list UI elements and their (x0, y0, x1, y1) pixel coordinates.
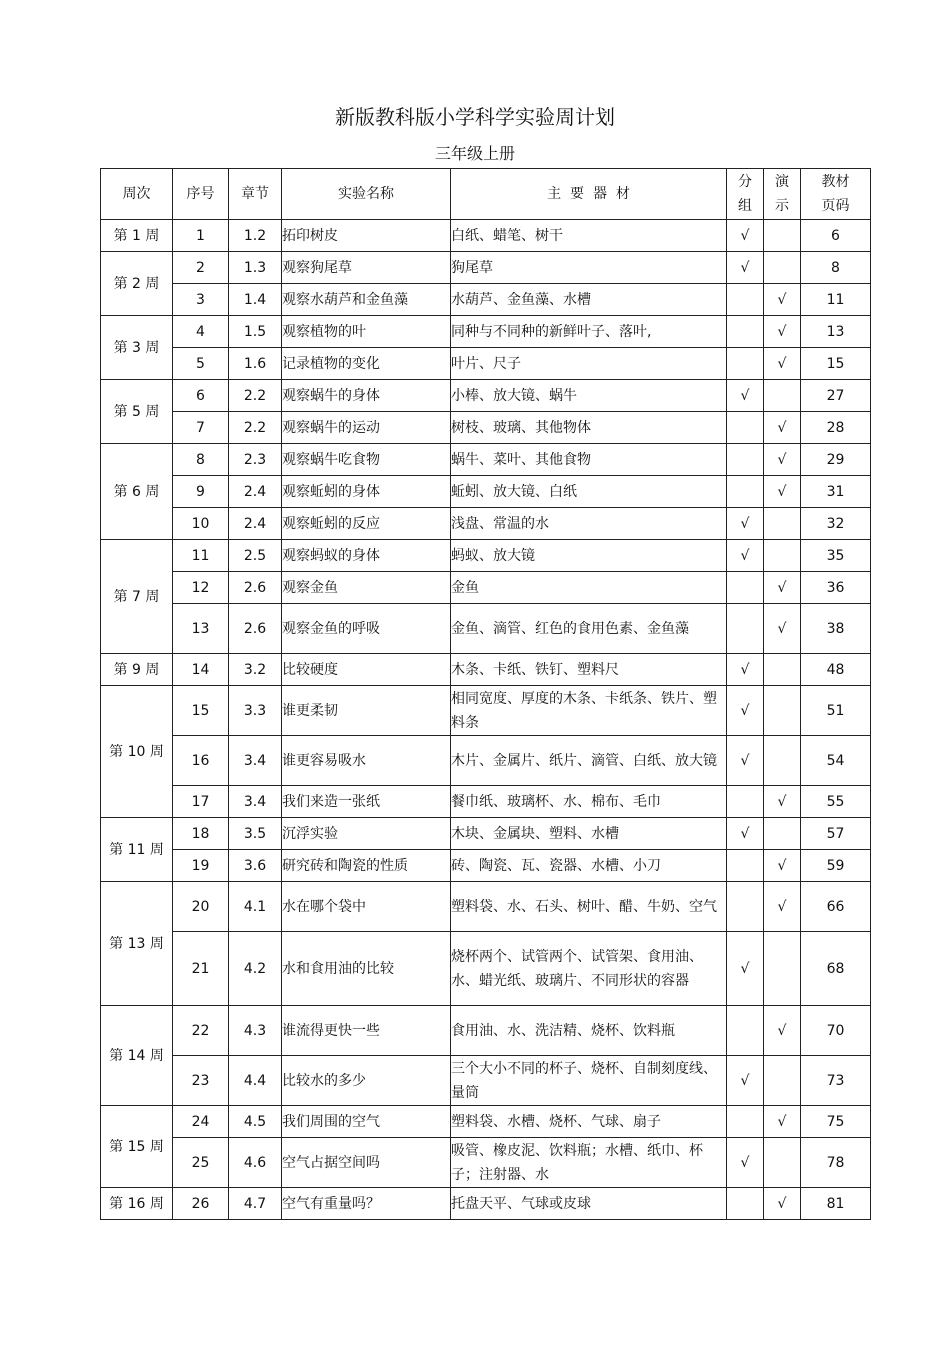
chapter-cell: 3.5 (229, 818, 282, 850)
no-cell: 26 (173, 1188, 229, 1220)
header-group-line2: 组 (738, 198, 752, 214)
no-cell: 17 (173, 786, 229, 818)
chapter-cell: 3.3 (229, 686, 282, 736)
demo-cell: √ (764, 572, 801, 604)
header-week: 周次 (101, 169, 173, 220)
name-cell: 记录植物的变化 (282, 348, 451, 380)
demo-cell (764, 1138, 801, 1188)
week-cell: 第 14 周 (101, 1006, 173, 1106)
materials-cell: 树枝、玻璃、其他物体 (451, 412, 727, 444)
table-row (101, 1056, 871, 1106)
materials-cell: 食用油、水、洗洁精、烧杯、饮料瓶 (451, 1006, 727, 1056)
header-group-line1: 分 (738, 174, 752, 190)
demo-cell (764, 220, 801, 252)
page-cell: 36 (801, 572, 871, 604)
demo-cell: √ (764, 412, 801, 444)
materials-cell: 吸管、橡皮泥、饮料瓶；水槽、纸巾、杯子；注射器、水 (451, 1138, 727, 1188)
demo-cell (764, 736, 801, 786)
table-row (101, 932, 871, 1006)
group-cell: √ (727, 818, 764, 850)
week-cell: 第 11 周 (101, 818, 173, 882)
page-cell: 68 (801, 932, 871, 1006)
materials-cell: 木片、金属片、纸片、滴管、白纸、放大镜 (451, 736, 727, 786)
name-cell: 比较水的多少 (282, 1056, 451, 1106)
materials-cell: 浅盘、常温的水 (451, 508, 727, 540)
page-cell: 8 (801, 252, 871, 284)
table-row (101, 252, 871, 284)
header-page-line1: 教材 (821, 174, 850, 190)
page-cell: 75 (801, 1106, 871, 1138)
page-cell: 48 (801, 654, 871, 686)
week-cell: 第 3 周 (101, 316, 173, 380)
week-cell: 第 16 周 (101, 1188, 173, 1220)
header-demo-line1: 演 (775, 174, 789, 190)
page-cell: 28 (801, 412, 871, 444)
header-name: 实验名称 (282, 169, 451, 220)
group-cell (727, 572, 764, 604)
name-cell: 观察水葫芦和金鱼藻 (282, 284, 451, 316)
table-row (101, 220, 871, 252)
chapter-cell: 2.2 (229, 380, 282, 412)
no-cell: 5 (173, 348, 229, 380)
chapter-cell: 1.6 (229, 348, 282, 380)
page-cell: 11 (801, 284, 871, 316)
chapter-cell: 4.6 (229, 1138, 282, 1188)
chapter-cell: 4.4 (229, 1056, 282, 1106)
materials-cell: 三个大小不同的杯子、烧杯、自制刻度线、量筒 (451, 1056, 727, 1106)
page-cell: 29 (801, 444, 871, 476)
no-cell: 8 (173, 444, 229, 476)
group-cell: √ (727, 654, 764, 686)
no-cell: 6 (173, 380, 229, 412)
chapter-cell: 1.5 (229, 316, 282, 348)
name-cell: 我们来造一张纸 (282, 786, 451, 818)
group-cell (727, 604, 764, 654)
header-row (101, 169, 871, 220)
name-cell: 观察蚯蚓的身体 (282, 476, 451, 508)
chapter-cell: 2.4 (229, 508, 282, 540)
page-cell: 81 (801, 1188, 871, 1220)
table-row (101, 786, 871, 818)
header-group (727, 169, 764, 220)
chapter-cell: 2.3 (229, 444, 282, 476)
no-cell: 1 (173, 220, 229, 252)
demo-cell: √ (764, 882, 801, 932)
no-cell: 23 (173, 1056, 229, 1106)
page-cell: 13 (801, 316, 871, 348)
group-cell: √ (727, 220, 764, 252)
group-cell (727, 1006, 764, 1056)
week-cell: 第 2 周 (101, 252, 173, 316)
page-cell: 66 (801, 882, 871, 932)
demo-cell (764, 818, 801, 850)
group-cell: √ (727, 932, 764, 1006)
no-cell: 24 (173, 1106, 229, 1138)
name-cell: 观察蚯蚓的反应 (282, 508, 451, 540)
page-cell: 32 (801, 508, 871, 540)
no-cell: 19 (173, 850, 229, 882)
chapter-cell: 2.4 (229, 476, 282, 508)
week-cell: 第 5 周 (101, 380, 173, 444)
chapter-cell: 3.4 (229, 786, 282, 818)
demo-cell: √ (764, 604, 801, 654)
table-row (101, 850, 871, 882)
group-cell (727, 444, 764, 476)
week-cell: 第 6 周 (101, 444, 173, 540)
materials-cell: 蜗牛、菜叶、其他食物 (451, 444, 727, 476)
group-cell (727, 476, 764, 508)
materials-cell: 金鱼 (451, 572, 727, 604)
materials-cell: 烧杯两个、试管两个、试管架、食用油、水、蜡光纸、玻璃片、不同形状的容器 (451, 932, 727, 1006)
table-row (101, 1188, 871, 1220)
materials-cell: 餐巾纸、玻璃杯、水、棉布、毛巾 (451, 786, 727, 818)
no-cell: 22 (173, 1006, 229, 1056)
table-row (101, 572, 871, 604)
group-cell: √ (727, 508, 764, 540)
demo-cell: √ (764, 348, 801, 380)
demo-cell (764, 380, 801, 412)
demo-cell: √ (764, 1106, 801, 1138)
page-cell: 59 (801, 850, 871, 882)
page-cell: 57 (801, 818, 871, 850)
materials-cell: 木块、金属块、塑料、水槽 (451, 818, 727, 850)
materials-cell: 塑料袋、水、石头、树叶、醋、牛奶、空气 (451, 882, 727, 932)
page-cell: 54 (801, 736, 871, 786)
materials-cell: 蚯蚓、放大镜、白纸 (451, 476, 727, 508)
name-cell: 空气有重量吗？ (282, 1188, 451, 1220)
table-row (101, 686, 871, 736)
name-cell: 观察金鱼的呼吸 (282, 604, 451, 654)
name-cell: 谁流得更快一些 (282, 1006, 451, 1056)
no-cell: 3 (173, 284, 229, 316)
name-cell: 研究砖和陶瓷的性质 (282, 850, 451, 882)
demo-cell (764, 932, 801, 1006)
week-cell: 第 15 周 (101, 1106, 173, 1188)
table-row (101, 348, 871, 380)
table-row (101, 736, 871, 786)
header-materials (451, 169, 727, 220)
materials-cell: 砖、陶瓷、瓦、瓷器、水槽、小刀 (451, 850, 727, 882)
materials-cell: 木条、卡纸、铁钉、塑料尺 (451, 654, 727, 686)
name-cell: 观察金鱼 (282, 572, 451, 604)
no-cell: 16 (173, 736, 229, 786)
chapter-cell: 3.4 (229, 736, 282, 786)
table-row (101, 444, 871, 476)
page-cell: 70 (801, 1006, 871, 1056)
name-cell: 水在哪个袋中 (282, 882, 451, 932)
chapter-cell: 2.6 (229, 572, 282, 604)
no-cell: 13 (173, 604, 229, 654)
name-cell: 水和食用油的比较 (282, 932, 451, 1006)
table-row (101, 1106, 871, 1138)
materials-cell: 小棒、放大镜、蜗牛 (451, 380, 727, 412)
week-cell: 第 7 周 (101, 540, 173, 654)
chapter-cell: 4.5 (229, 1106, 282, 1138)
demo-cell: √ (764, 1188, 801, 1220)
materials-cell: 水葫芦、金鱼藻、水槽 (451, 284, 727, 316)
no-cell: 25 (173, 1138, 229, 1188)
no-cell: 7 (173, 412, 229, 444)
demo-cell: √ (764, 476, 801, 508)
header-demo (764, 169, 801, 220)
chapter-cell: 4.2 (229, 932, 282, 1006)
demo-cell (764, 1056, 801, 1106)
demo-cell (764, 508, 801, 540)
page-title: 新版教科版小学科学实验周计划 (335, 105, 615, 129)
name-cell: 观察蜗牛的运动 (282, 412, 451, 444)
table-row (101, 316, 871, 348)
header-demo-line2: 示 (775, 198, 789, 214)
name-cell: 沉浮实验 (282, 818, 451, 850)
no-cell: 20 (173, 882, 229, 932)
chapter-cell: 4.3 (229, 1006, 282, 1056)
week-cell: 第 13 周 (101, 882, 173, 1006)
header-no: 序号 (173, 169, 229, 220)
name-cell: 我们周围的空气 (282, 1106, 451, 1138)
header-page (801, 169, 871, 220)
no-cell: 14 (173, 654, 229, 686)
chapter-cell: 1.4 (229, 284, 282, 316)
page-cell: 51 (801, 686, 871, 736)
page-cell: 15 (801, 348, 871, 380)
table-row (101, 284, 871, 316)
group-cell (727, 348, 764, 380)
week-cell: 第 10 周 (101, 686, 173, 818)
name-cell: 比较硬度 (282, 654, 451, 686)
chapter-cell: 2.2 (229, 412, 282, 444)
no-cell: 11 (173, 540, 229, 572)
no-cell: 2 (173, 252, 229, 284)
demo-cell: √ (764, 316, 801, 348)
header-chapter: 章节 (229, 169, 282, 220)
name-cell: 观察狗尾草 (282, 252, 451, 284)
demo-cell: √ (764, 444, 801, 476)
page-cell: 38 (801, 604, 871, 654)
table-row (101, 1138, 871, 1188)
experiment-table (100, 168, 871, 1220)
table-row (101, 476, 871, 508)
group-cell: √ (727, 252, 764, 284)
chapter-cell: 3.2 (229, 654, 282, 686)
header-page-line2: 页码 (821, 198, 850, 214)
table-row (101, 412, 871, 444)
group-cell: √ (727, 1056, 764, 1106)
no-cell: 4 (173, 316, 229, 348)
materials-cell: 白纸、蜡笔、树干 (451, 220, 727, 252)
name-cell: 谁更容易吸水 (282, 736, 451, 786)
name-cell: 观察蜗牛的身体 (282, 380, 451, 412)
materials-cell: 金鱼、滴管、红色的食用色素、金鱼藻 (451, 604, 727, 654)
table-row (101, 818, 871, 850)
week-cell: 第 1 周 (101, 220, 173, 252)
group-cell (727, 316, 764, 348)
chapter-cell: 3.6 (229, 850, 282, 882)
table-row (101, 1006, 871, 1056)
materials-cell: 同种与不同种的新鲜叶子、落叶, (451, 316, 727, 348)
group-cell (727, 412, 764, 444)
demo-cell (764, 686, 801, 736)
name-cell: 空气占据空间吗 (282, 1138, 451, 1188)
page-cell: 78 (801, 1138, 871, 1188)
chapter-cell: 2.5 (229, 540, 282, 572)
demo-cell: √ (764, 850, 801, 882)
group-cell: √ (727, 736, 764, 786)
week-cell: 第 9 周 (101, 654, 173, 686)
demo-cell (764, 654, 801, 686)
materials-cell: 蚂蚁、放大镜 (451, 540, 727, 572)
page-cell: 27 (801, 380, 871, 412)
demo-cell: √ (764, 1006, 801, 1056)
table-row (101, 604, 871, 654)
table-row (101, 540, 871, 572)
chapter-cell: 2.6 (229, 604, 282, 654)
no-cell: 10 (173, 508, 229, 540)
materials-cell: 狗尾草 (451, 252, 727, 284)
group-cell: √ (727, 540, 764, 572)
chapter-cell: 1.2 (229, 220, 282, 252)
page-cell: 31 (801, 476, 871, 508)
name-cell: 谁更柔韧 (282, 686, 451, 736)
name-cell: 观察蜗牛吃食物 (282, 444, 451, 476)
group-cell (727, 850, 764, 882)
group-cell: √ (727, 1138, 764, 1188)
demo-cell: √ (764, 284, 801, 316)
demo-cell: √ (764, 786, 801, 818)
no-cell: 21 (173, 932, 229, 1006)
group-cell: √ (727, 686, 764, 736)
name-cell: 观察蚂蚁的身体 (282, 540, 451, 572)
header-materials-label: 主 要 器 材 (547, 186, 630, 202)
materials-cell: 塑料袋、水槽、烧杯、气球、扇子 (451, 1106, 727, 1138)
table-row (101, 508, 871, 540)
demo-cell (764, 540, 801, 572)
group-cell (727, 284, 764, 316)
page-cell: 6 (801, 220, 871, 252)
group-cell (727, 786, 764, 818)
page-subtitle: 三年级上册 (434, 144, 515, 163)
no-cell: 15 (173, 686, 229, 736)
group-cell (727, 882, 764, 932)
table-row (101, 380, 871, 412)
materials-cell: 相同宽度、厚度的木条、卡纸条、铁片、塑料条 (451, 686, 727, 736)
page-cell: 35 (801, 540, 871, 572)
page-cell: 55 (801, 786, 871, 818)
materials-cell: 叶片、尺子 (451, 348, 727, 380)
group-cell (727, 1188, 764, 1220)
chapter-cell: 4.7 (229, 1188, 282, 1220)
name-cell: 拓印树皮 (282, 220, 451, 252)
name-cell: 观察植物的叶 (282, 316, 451, 348)
materials-cell: 托盘天平、气球或皮球 (451, 1188, 727, 1220)
demo-cell (764, 252, 801, 284)
no-cell: 12 (173, 572, 229, 604)
chapter-cell: 1.3 (229, 252, 282, 284)
chapter-cell: 4.1 (229, 882, 282, 932)
group-cell: √ (727, 380, 764, 412)
no-cell: 18 (173, 818, 229, 850)
group-cell (727, 1106, 764, 1138)
page-cell: 73 (801, 1056, 871, 1106)
no-cell: 9 (173, 476, 229, 508)
table-row (101, 882, 871, 932)
table-row (101, 654, 871, 686)
